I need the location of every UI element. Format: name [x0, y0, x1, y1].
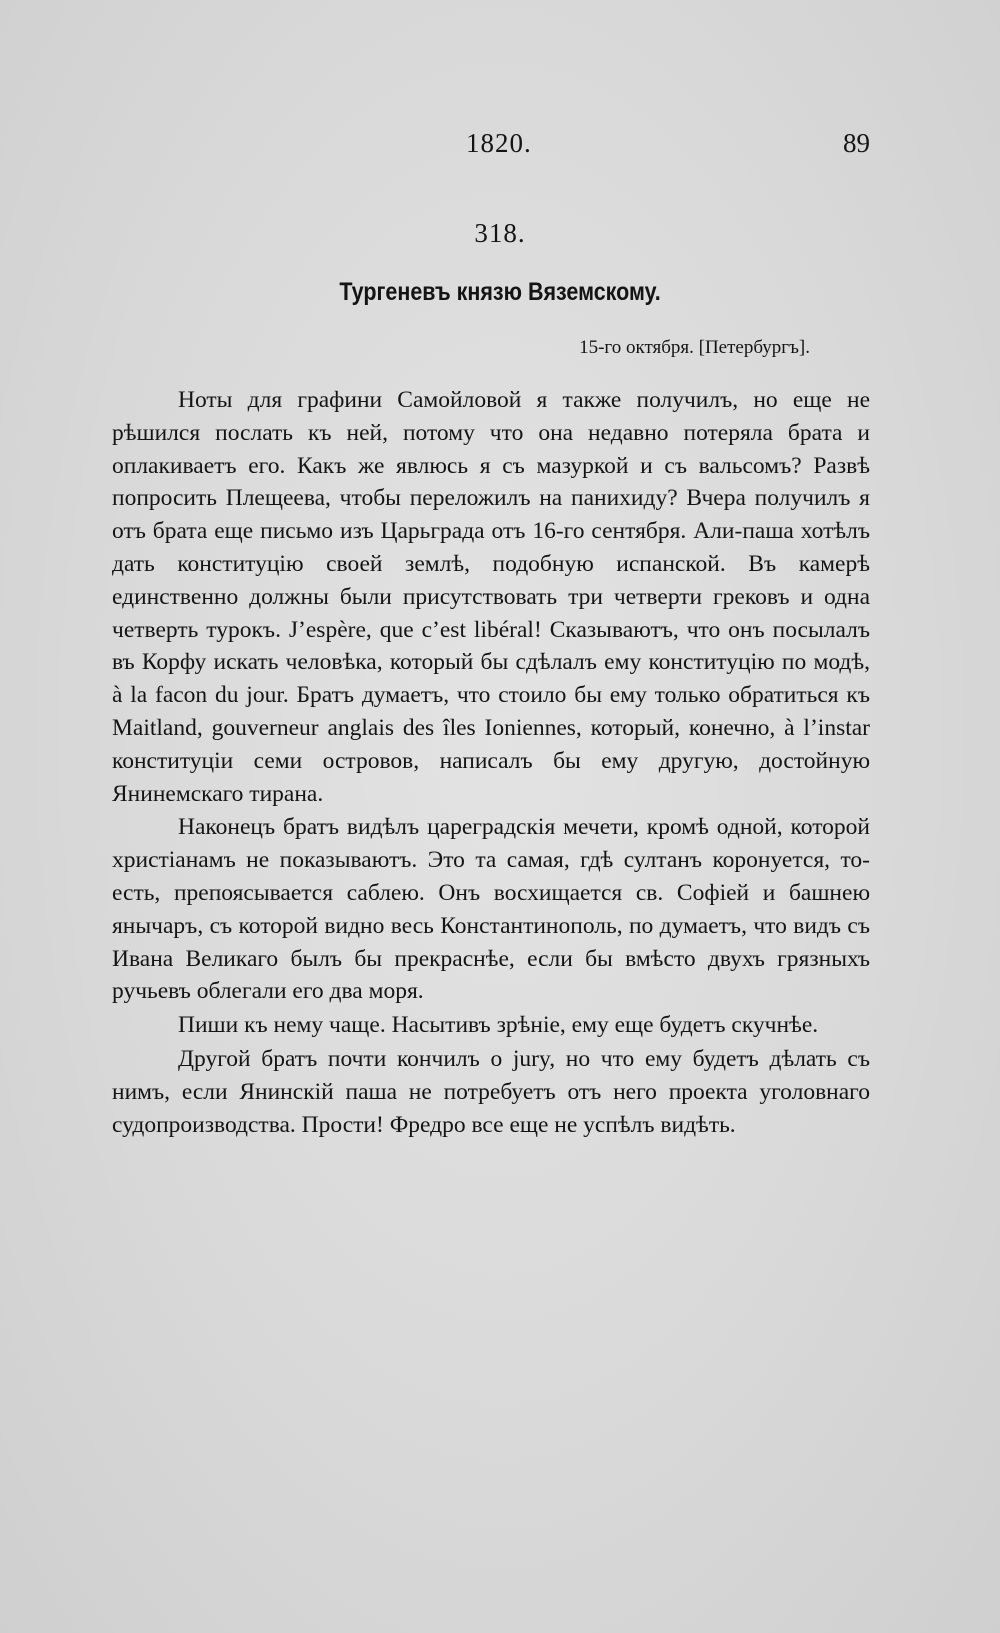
page-number: 89 [843, 128, 870, 158]
paragraph: Другой братъ почти кончилъ о jury, но что ему будетъ дѣлать съ нимъ, если Янинскій паша не потребуетъ отъ него проекта уголовнаго судопроизводства. Прости! Фредро все еще не успѣлъ видѣть. [112, 1045, 870, 1138]
paragraph: Ноты для графини Самойловой я также получилъ, но еще не рѣшился послать къ ней, потому что она недавно потеряла брата и оплакиваетъ его. Какъ же явлюсь я съ мазуркой и съ вальсомъ? Развѣ попросить Плещеева, чтобы переложилъ на панихиду? Вчера получилъ я отъ брата еще письмо изъ Царьграда отъ 16-го сентября. Али-паша хотѣлъ дать конституцію своей землѣ, подобную испанской. Въ камерѣ единственно должны были присутствовать три четверти грековъ и одна четверть турокъ. J’espère, que c’est libéral! Сказываютъ, что онъ посылалъ въ Корфу искать человѣка, который бы сдѣлалъ ему конституцію по модѣ, à la facon du jour. Братъ думаетъ, что стоило бы ему только обратиться къ Maitland, gouverneur anglais des îles Ioniennes, который, конечно, à l’instar конституціи семи островов, написалъ бы ему другую, достойную Янинемскаго тирана. [112, 387, 870, 807]
letter-title: Тургеневъ князю Вяземскому. [339, 278, 661, 306]
letter-dateline: 15-го октября. [Петербургъ]. [579, 337, 810, 358]
paragraph: Пиши къ нему чаще. Насытивъ зрѣніе, ему еще будетъ скучнѣе. [178, 1012, 819, 1039]
paragraph: Наконецъ братъ видѣлъ цареградскія мечети, кромѣ одной, которой христіанамъ не показываютъ. Это та самая, гдѣ султанъ коронуется, то-есть, препоясывается саблею. Онъ восхищается св. Софіей и башнею янычаръ, съ которой видно весь Константинополь, по думаетъ, что видъ съ Ивана Великаго былъ бы прекраснѣе, если бы вмѣсто двухъ грязныхъ ручьевъ облегали его два моря. [112, 814, 870, 1005]
running-head-year: 1820. [466, 128, 532, 158]
letter-number: 318. [474, 218, 526, 248]
running-head [0, 128, 1000, 168]
letter-body [112, 384, 870, 1141]
